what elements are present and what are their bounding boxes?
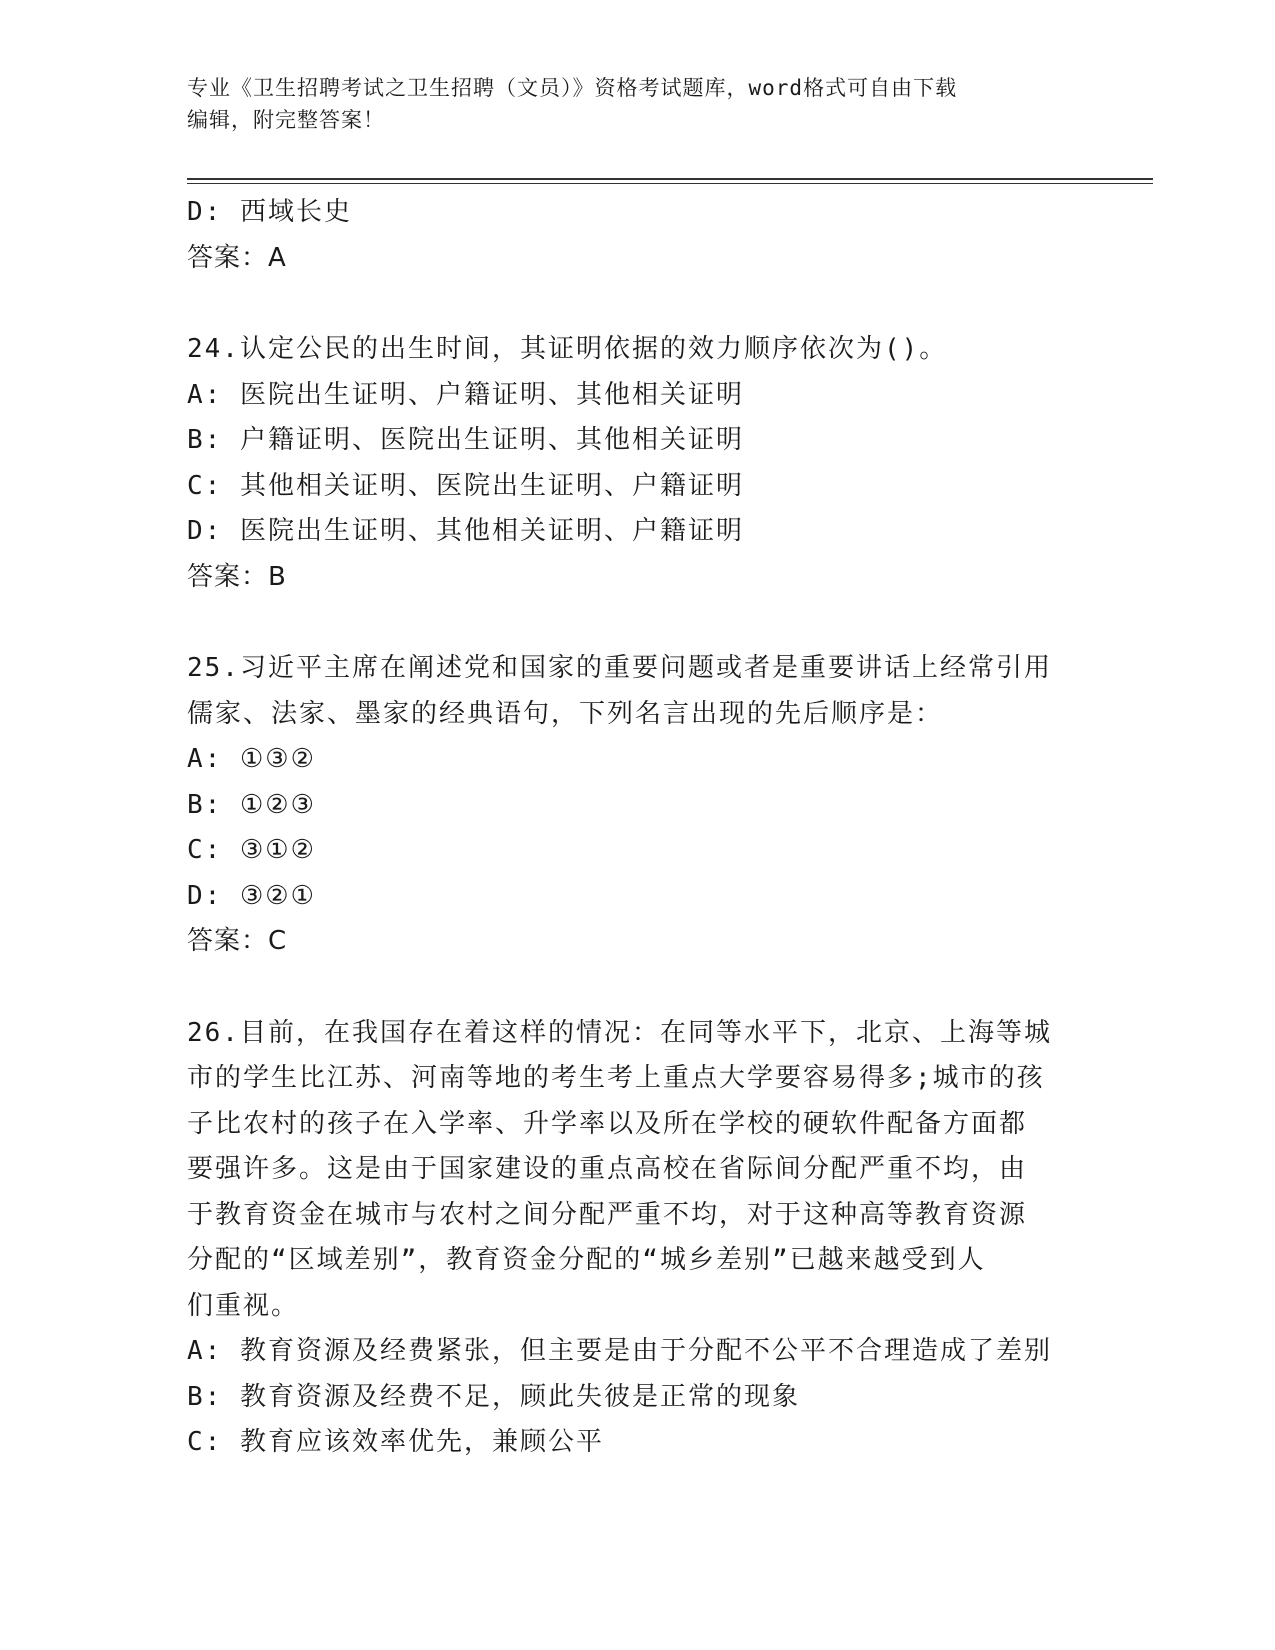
q25-stem-line-2: 儒家、法家、墨家的经典语句，下列名言出现的先后顺序是： — [187, 698, 944, 729]
q26-stem-line-7: 们重视。 — [187, 1290, 300, 1321]
q24-option-a: A: 医院出生证明、户籍证明、其他相关证明 — [187, 379, 744, 410]
q25-stem-line-1: 25.习近平主席在阐述党和国家的重要问题或者是重要讲话上经常引用 — [187, 653, 1052, 683]
spacer — [187, 965, 1087, 1011]
header-line-2: 编辑，附完整答案！ — [187, 108, 385, 132]
q26-stem-line-4: 要强许多。这是由于国家建设的重点高校在省际间分配严重不均，由 — [187, 1154, 1028, 1184]
q25-answer: 答案：C — [187, 926, 288, 956]
header-line-1: 专业《卫生招聘考试之卫生招聘（文员）》资格考试题库，word格式可自由下载 — [187, 76, 958, 100]
spacer — [187, 281, 1087, 327]
q25-option-b: B: ①②③ — [187, 789, 316, 820]
q26-stem-line-1: 26.目前，在我国存在着这样的情况：在同等水平下，北京、上海等城 — [187, 1017, 1052, 1048]
header-rule-thick — [187, 178, 1153, 180]
q26-option-b: B: 教育资源及经费不足，顾此失彼是正常的现象 — [187, 1381, 800, 1412]
document-header — [187, 72, 1067, 136]
q26-stem-line-2: 市的学生比江苏、河南等地的考生考上重点大学要容易得多;城市的孩 — [187, 1063, 1045, 1093]
q25-option-d: D: ③②① — [187, 880, 316, 911]
q25-option-a: A: ①③② — [187, 744, 316, 774]
q23-answer: 答案：A — [187, 242, 287, 273]
q24-answer: 答案：B — [187, 561, 287, 592]
header-rule-thin — [187, 183, 1153, 184]
q26-stem-line-6: 分配的“区域差别”，教育资金分配的“城乡差别”已越来越受到人 — [187, 1245, 986, 1275]
q24-stem: 24.认定公民的出生时间，其证明依据的效力顺序依次为()。 — [187, 334, 948, 364]
q24-option-b: B: 户籍证明、医院出生证明、其他相关证明 — [187, 425, 744, 455]
spacer — [187, 600, 1087, 646]
q25-option-c: C: ③①② — [187, 835, 316, 865]
q26-option-a: A: 教育资源及经费紧张，但主要是由于分配不公平不合理造成了差别 — [187, 1336, 1052, 1366]
q23-option-d: D: 西域长史 — [187, 197, 352, 227]
q26-stem-line-3: 子比农村的孩子在入学率、升学率以及所在学校的硬软件配备方面都 — [187, 1108, 1028, 1139]
q24-option-c: C: 其他相关证明、医院出生证明、户籍证明 — [187, 470, 744, 501]
q26-option-c: C: 教育应该效率优先，兼顾公平 — [187, 1427, 604, 1457]
q26-stem-line-5: 于教育资金在城市与农村之间分配严重不均，对于这种高等教育资源 — [187, 1199, 1028, 1230]
q24-option-d: D: 医院出生证明、其他相关证明、户籍证明 — [187, 516, 744, 546]
question-list — [187, 190, 1087, 1466]
